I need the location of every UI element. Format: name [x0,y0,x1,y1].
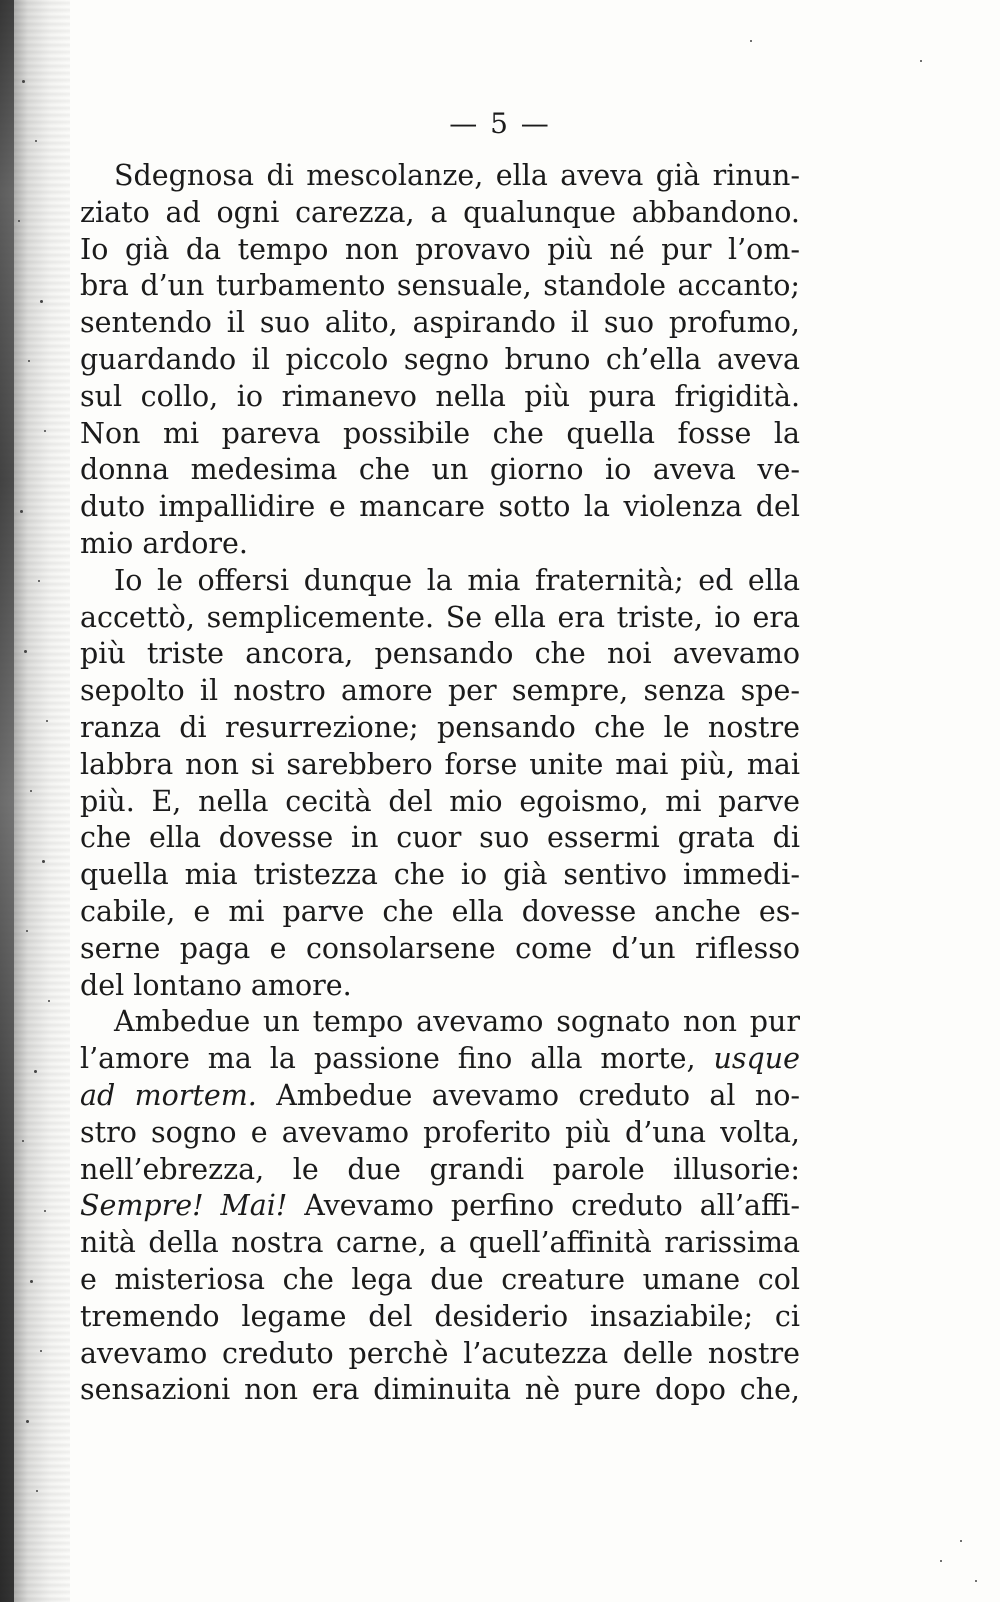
paper-speck [940,1560,942,1562]
text-line [80,1078,800,1115]
paper-speck [26,930,28,932]
text-line: Non mi pareva possibile che quella fosse la [80,416,800,450]
text-line: nell’ebrezza, le due grandi parole illusorie: [80,1152,800,1186]
paper-speck [30,790,32,792]
body-text [80,158,800,1409]
paper-speck [920,60,922,62]
binding-spine [0,0,14,1602]
paper-speck [46,720,48,722]
text-line: stro sogno e avevamo proferito più d’una volta, [80,1115,800,1149]
text-line: labbra non si sarebbero forse unite mai più, mai [80,747,800,781]
page-number: — 5 — [449,107,551,140]
paragraph [80,563,800,1005]
text-line: più. E, nella cecità del mio egoismo, mi parve [80,784,800,818]
paper-speck [975,1580,977,1582]
text-line: ranza di resurrezione; pensando che le nostre [80,710,800,744]
paper-speck [22,1140,24,1142]
paper-speck [40,300,43,303]
text-line: ziato ad ogni carezza, a qualunque abbandono. [80,195,800,229]
text-line: donna medesima che un giorno io aveva ve- [80,453,800,487]
text-line: bra d’un turbamento sensuale, standole accanto; [80,269,800,303]
text-line: sepolto il nostro amore per sempre, senza spe- [80,674,800,708]
paper-speck [960,1540,962,1542]
text-span: Ambedue avevamo creduto al no- [256,1078,801,1112]
text-line: del lontano amore. [80,968,352,1002]
text-line: mio ardore. [80,526,248,560]
text-line: che ella dovesse in cuor suo essermi grata di [80,821,800,855]
text-line: cabile, e mi parve che ella dovesse anche es- [80,894,800,928]
paper-speck [22,80,25,83]
text-line: avevamo creduto perchè l’acutezza delle nostre [80,1336,800,1370]
text-line: più triste ancora, pensando che noi avevamo [80,637,800,671]
text-span: l’amore ma la passione fino alla morte, [80,1042,714,1076]
text-line: Ambedue un tempo avevamo sognato non pur [114,1005,800,1039]
paper-speck [24,650,27,653]
paper-speck [26,1420,29,1423]
italic-text: Sempre! Mai! [80,1189,288,1223]
paper-speck [20,510,23,513]
text-line: sensazioni non era diminuita nè pure dopo che, [80,1373,800,1407]
text-line: sul collo, io rimanevo nella più pura frigidità. [80,379,800,413]
italic-text: usque [713,1042,800,1076]
paper-speck [30,1280,33,1283]
paper-speck [40,1350,42,1352]
paper-speck [34,1070,37,1073]
paper-speck [44,1210,46,1212]
text-line: Io le offersi dunque la mia fraternità; ed ella [114,563,800,597]
paper-speck [35,140,37,142]
text-line: nità della nostra carne, a quell’affinità rarissima [80,1226,800,1260]
text-line: quella mia tristezza che io già sentivo immedi- [80,858,800,892]
paper-speck [28,360,30,362]
italic-text: ad mortem. [80,1078,257,1112]
paper-speck [42,860,45,863]
text-line: accettò, semplicemente. Se ella era triste, io era [80,600,800,634]
paper-speck [48,1000,50,1002]
paper-speck [44,430,46,432]
text-line [80,1188,800,1225]
text-line: guardando il piccolo segno bruno ch’ella aveva [80,342,800,376]
paper-speck [36,1490,38,1492]
paragraph [80,1004,800,1409]
text-line: serne paga e consolarsene come d’un riflesso [80,931,800,965]
text-line: duto impallidire e mancare sotto la violenza del [80,490,800,524]
text-line: sentendo il suo alito, aspirando il suo profumo, [80,306,800,340]
paragraph [80,158,800,563]
paper-speck [750,40,752,42]
paper-speck [38,580,40,582]
text-line: Io già da tempo non provavo più né pur l’om- [80,232,800,266]
text-line [80,1041,800,1078]
text-line: e misteriosa che lega due creature umane col [80,1262,800,1296]
text-span: Avevamo perfino creduto all’affi- [287,1189,801,1223]
text-line: tremendo legame del desiderio insaziabile; ci [80,1299,800,1333]
paper-speck [18,220,20,222]
text-line: Sdegnosa di mescolanze, ella aveva già rinun- [114,159,800,192]
